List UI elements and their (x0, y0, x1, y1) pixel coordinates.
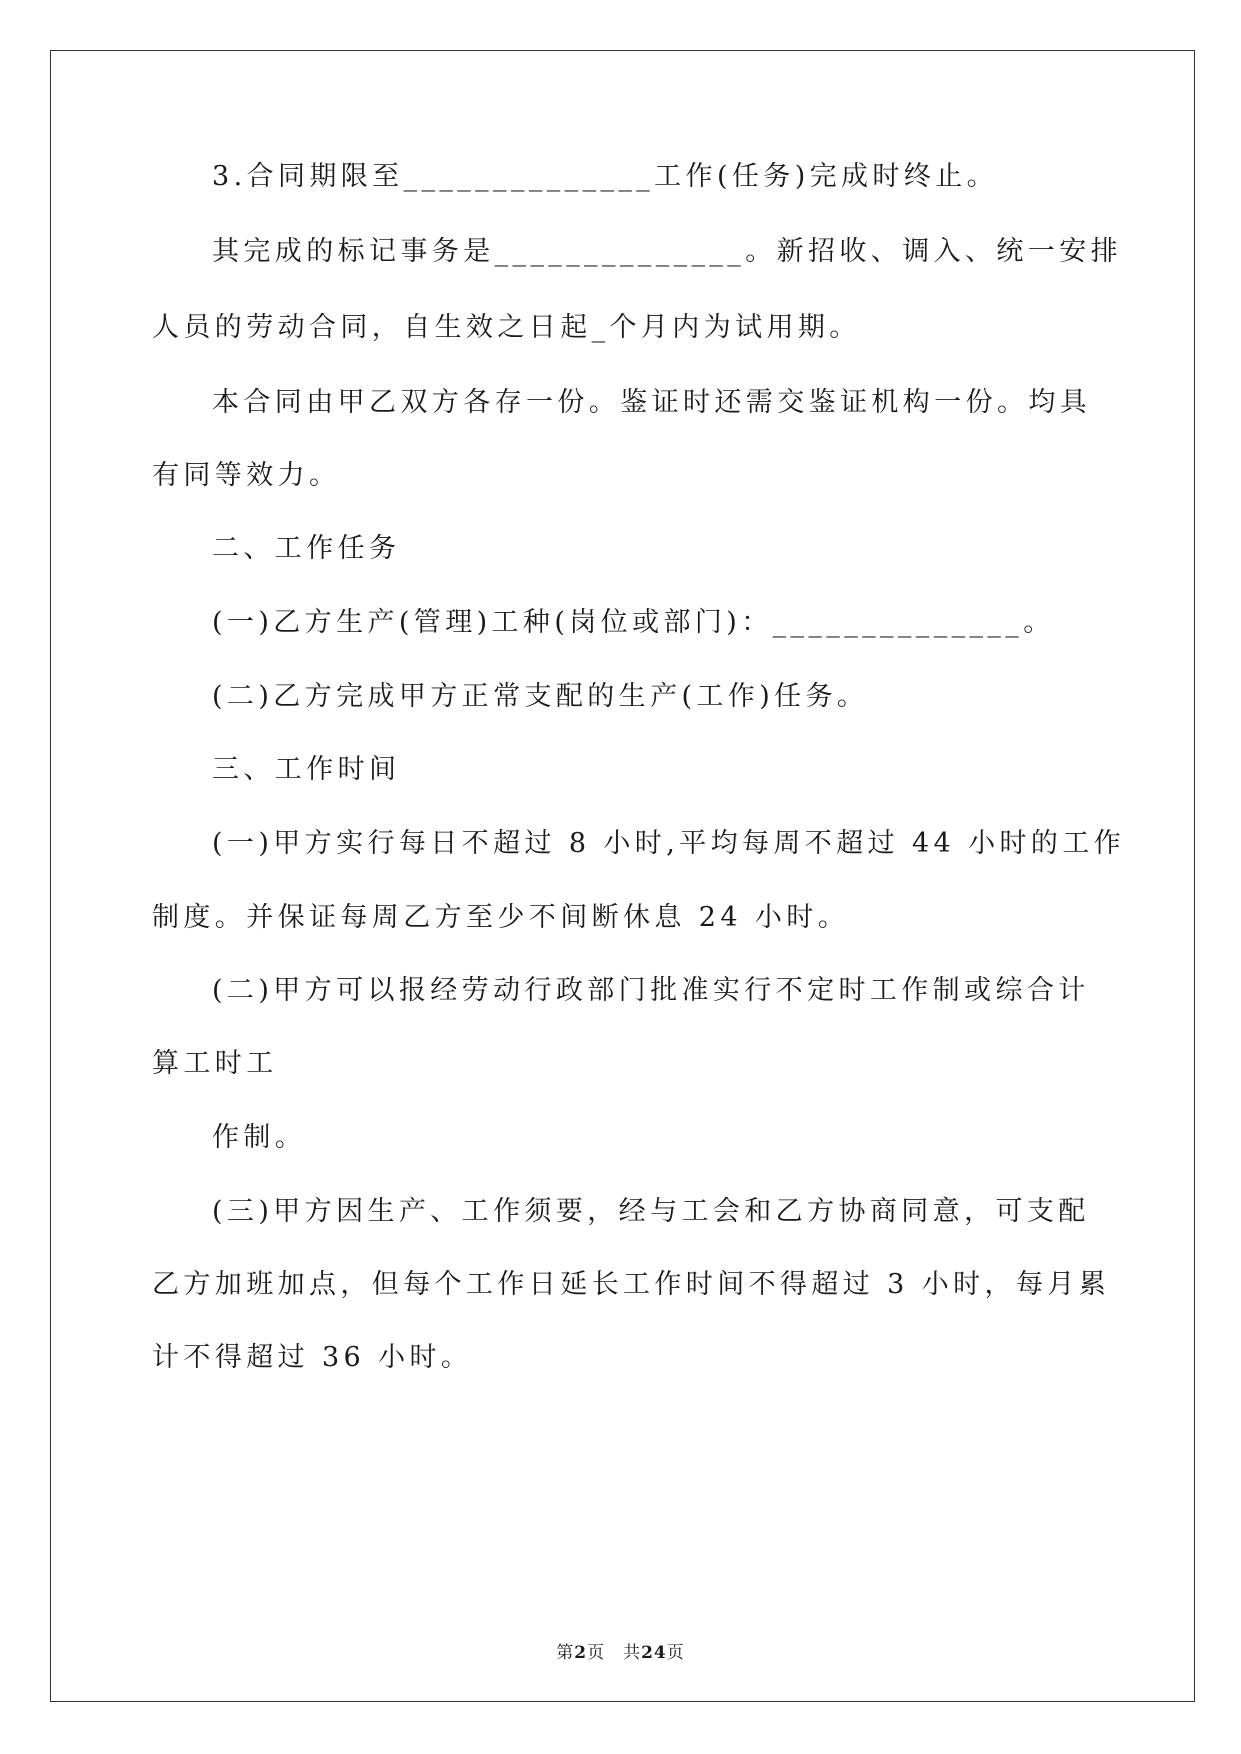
paragraph-line: 乙方加班加点，但每个工作日延长工作时间不得超过 3 小时，每月累 (152, 1269, 1111, 1300)
paragraph-line: (二)乙方完成甲方正常支配的生产(工作)任务。 (212, 681, 869, 712)
paragraph-line: 3.合同期限至______________工作(任务)完成时终止。 (212, 161, 999, 192)
paragraph-line: 计不得超过 36 小时。 (152, 1342, 473, 1373)
page-current: 2 (574, 1643, 588, 1663)
paragraph-line: 算工时工 (152, 1048, 278, 1079)
paragraph-line: 人员的劳动合同，自生效之日起_个月内为试用期。 (152, 312, 861, 343)
paragraph-line: 作制。 (212, 1122, 307, 1153)
page-suffix: 页 (666, 1643, 685, 1663)
paragraph-line: 其完成的标记事务是______________。新招收、调入、统一安排 (212, 236, 1122, 267)
page-footer (0, 1638, 1241, 1663)
paragraph-line: 本合同由甲乙双方各存一份。鉴证时还需交鉴证机构一份。均具 (212, 387, 1092, 418)
paragraph-line: 制度。并保证每周乙方至少不间断休息 24 小时。 (152, 902, 850, 933)
section-heading: 三、工作时间 (212, 754, 401, 785)
paragraph-line: 有同等效力。 (152, 460, 341, 491)
paragraph-line: (二)甲方可以报经劳动行政部门批准实行不定时工作制或综合计 (212, 975, 1090, 1006)
paragraph-line: (三)甲方因生产、工作须要，经与工会和乙方协商同意，可支配 (212, 1196, 1090, 1227)
paragraph-line: (一)甲方实行每日不超过 8 小时,平均每周不超过 44 小时的工作 (212, 828, 1126, 859)
page-border (50, 50, 1195, 1702)
paragraph-line: (一)乙方生产(管理)工种(岗位或部门)：______________。 (212, 607, 1055, 638)
page-prefix: 第 (556, 1643, 575, 1663)
page-total: 24 (641, 1643, 667, 1663)
section-heading: 二、工作任务 (212, 533, 401, 564)
page-mid: 页 共 (587, 1643, 642, 1663)
